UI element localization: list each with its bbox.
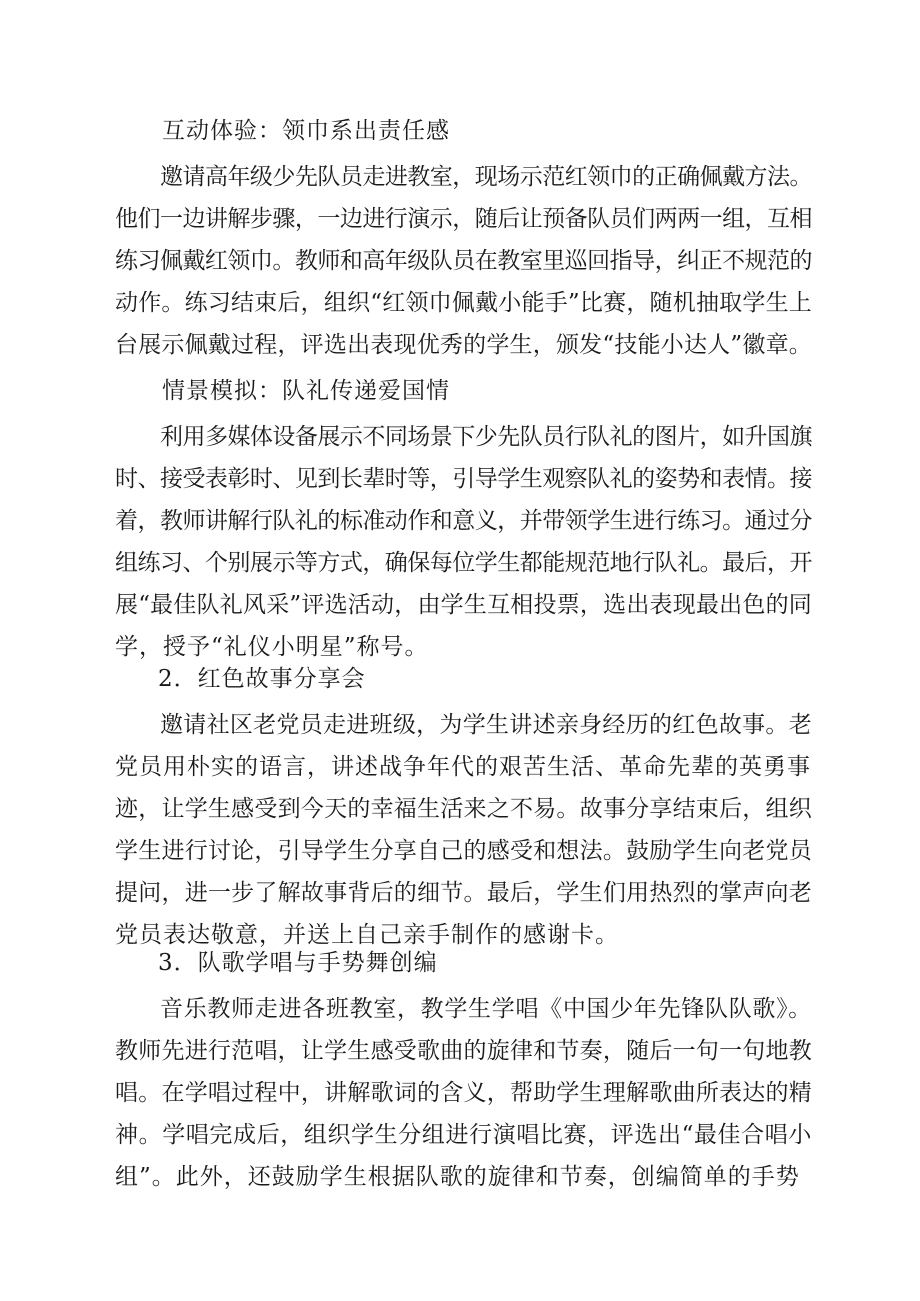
paragraph-line: 组”。此外，还鼓励学生根据队歌的旋律和节奏，创编简单的手势 — [115, 1164, 800, 1190]
paragraph-line: 党员用朴实的语言，讲述战争年代的艰苦生活、革命先辈的英勇事 — [115, 754, 811, 780]
paragraph-line: 音乐教师走进各班教室，教学生学唱《中国少年先锋队队歌》。 — [160, 996, 812, 1022]
paragraph-line: 邀请社区老党员走进班级，为学生讲述亲身经历的红色故事。老 — [160, 712, 812, 738]
paragraph-line: 教师先进行范唱，让学生感受歌曲的旋律和节奏，随后一句一句地教 — [115, 1038, 812, 1064]
section-heading-red-story: 2．红色故事分享会 — [158, 666, 366, 692]
paragraph-line: 展“最佳队礼风采”评选活动，由学生互相投票，选出表现最出色的同 — [115, 592, 812, 618]
section-heading-interactive: 互动体验：领巾系出责任感 — [162, 118, 450, 144]
paragraph-line: 学，授予“礼仪小明星”称号。 — [115, 634, 429, 660]
paragraph-line: 台展示佩戴过程，评选出表现优秀的学生，颁发“技能小达人”徽章。 — [115, 332, 812, 358]
paragraph-line: 邀请高年级少先队员走进教室，现场示范红领巾的正确佩戴方法。 — [160, 164, 813, 190]
paragraph-line: 着，教师讲解行队礼的标准动作和意义，并带领学生进行练习。通过分 — [115, 508, 812, 534]
paragraph-line: 党员表达敬意，并送上自己亲手制作的感谢卡。 — [115, 922, 619, 948]
paragraph-line: 学生进行讨论，引导学生分享自己的感受和想法。鼓励学生向老党员 — [115, 838, 812, 864]
paragraph-line: 提问，进一步了解故事背后的细节。最后，学生们用热烈的掌声向老 — [115, 880, 812, 906]
paragraph-line: 神。学唱完成后，组织学生分组进行演唱比赛，评选出“最佳合唱小 — [115, 1122, 812, 1148]
paragraph-line: 唱。在学唱过程中，讲解歌词的含义，帮助学生理解歌曲所表达的精 — [115, 1080, 812, 1106]
paragraph-line: 动作。练习结束后，组织“红领巾佩戴小能手”比赛，随机抽取学生上 — [115, 290, 812, 316]
paragraph-line: 练习佩戴红领巾。教师和高年级队员在教室里巡回指导，纠正不规范的 — [115, 248, 812, 274]
paragraph-line: 利用多媒体设备展示不同场景下少先队员行队礼的图片，如升国旗 — [160, 424, 813, 450]
paragraph-line: 他们一边讲解步骤，一边进行演示，随后让预备队员们两两一组，互相 — [115, 206, 812, 232]
paragraph-line: 组练习、个别展示等方式，确保每位学生都能规范地行队礼。最后，开 — [115, 550, 812, 576]
paragraph-line: 时、接受表彰时、见到长辈时等，引导学生观察队礼的姿势和表情。接 — [115, 466, 812, 492]
paragraph-line: 迹，让学生感受到今天的幸福生活来之不易。故事分享结束后，组织 — [115, 796, 812, 822]
section-heading-team-song: 3．队歌学唱与手势舞创编 — [158, 950, 438, 976]
section-heading-scenario: 情景模拟：队礼传递爱国情 — [162, 378, 450, 404]
